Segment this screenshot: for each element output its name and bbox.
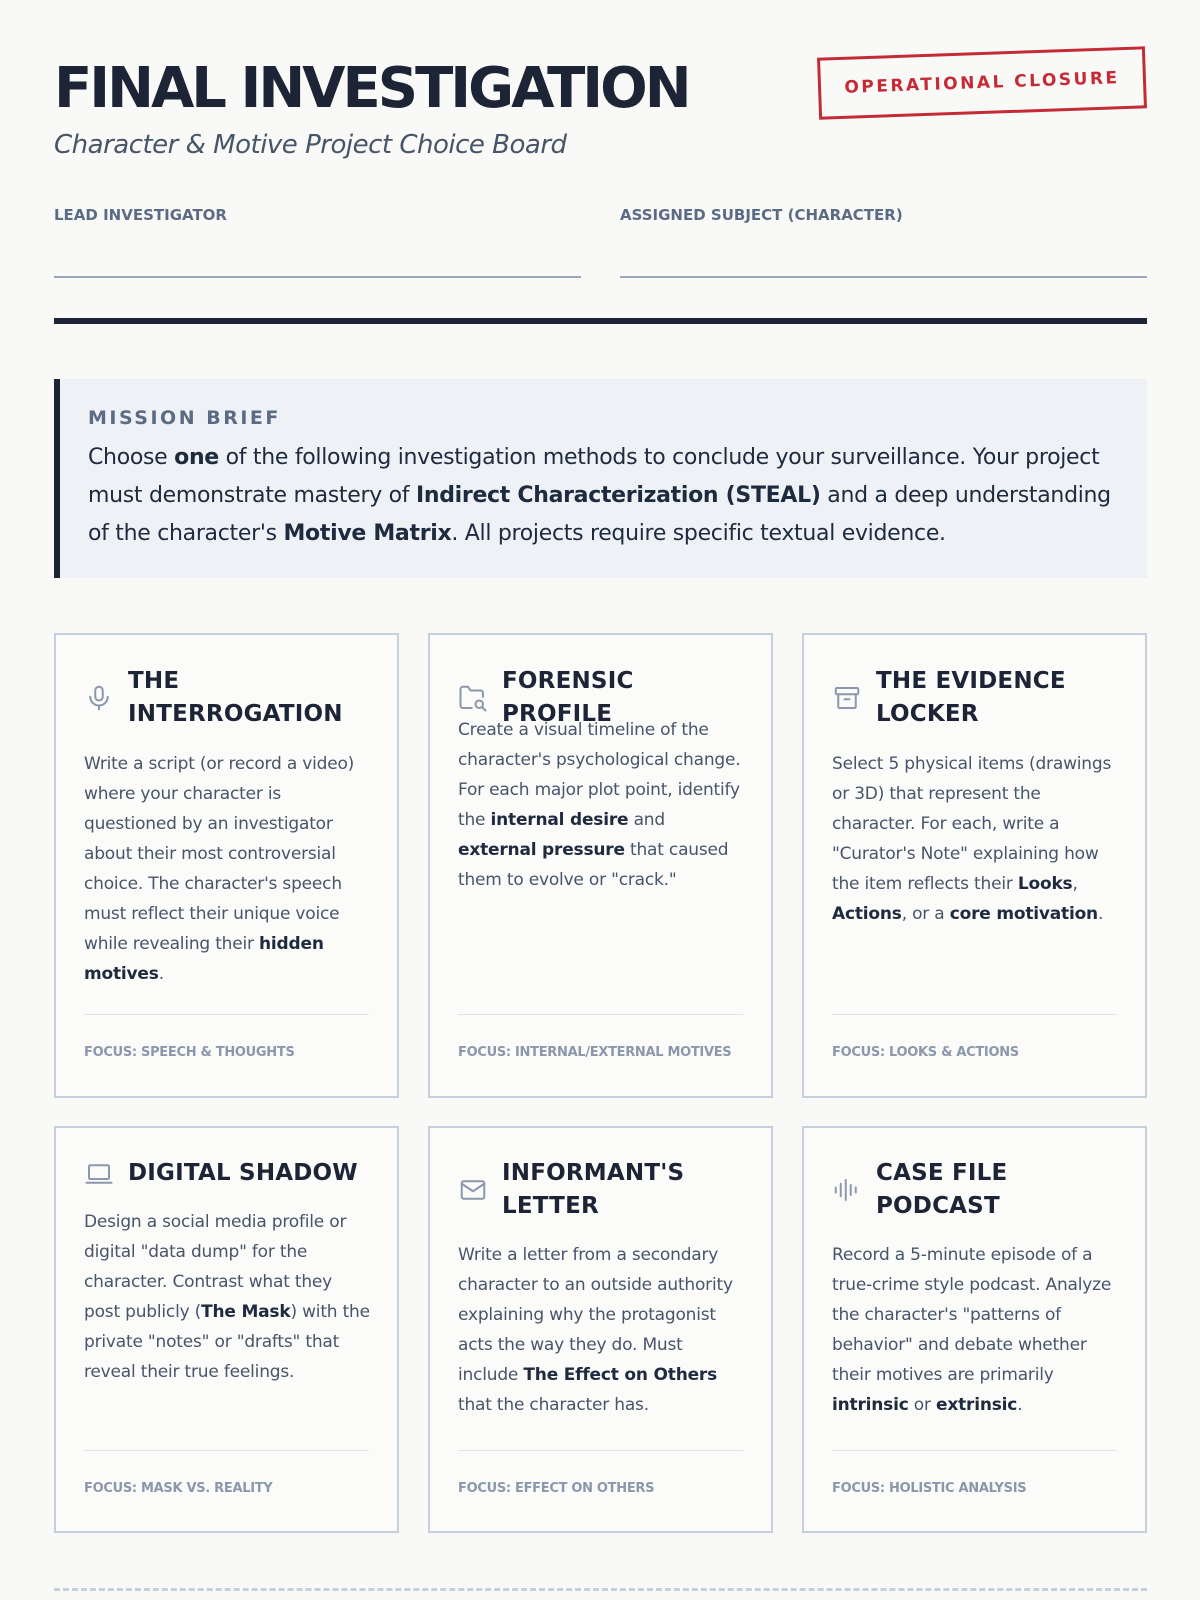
card-text: , <box>1072 874 1078 894</box>
card-text: . <box>1097 904 1104 924</box>
card-emphasis: The Effect on Others <box>523 1365 718 1385</box>
card-text: and <box>628 810 665 830</box>
folder-search-icon <box>458 683 488 713</box>
card-text: , or a <box>901 904 950 924</box>
brief-segment: . All projects require specific textual evidence. <box>451 521 946 546</box>
card-focus-tag: FOCUS: HOLISTIC ANALYSIS <box>832 1481 1027 1496</box>
card-text: or <box>908 1395 936 1415</box>
card-header <box>832 1157 1121 1223</box>
card-header <box>84 1157 373 1190</box>
card-emphasis: intrinsic <box>832 1395 909 1415</box>
card-case-file-podcast[interactable] <box>802 1126 1147 1533</box>
microphone-icon <box>84 683 114 713</box>
card-title: THE INTERROGATION <box>128 668 343 727</box>
brief-segment: and a deep understanding of the character's <box>88 483 1111 546</box>
brief-emphasis: Indirect Characterization (STEAL) <box>415 483 821 508</box>
mission-brief-text <box>88 439 1119 553</box>
card-divider <box>84 1450 369 1451</box>
card-divider <box>84 1014 369 1015</box>
card-title: CASE FILE PODCAST <box>876 1160 1008 1219</box>
card-header <box>84 665 373 731</box>
page-title: FINAL INVESTIGATION <box>54 56 689 121</box>
lead-investigator-line[interactable] <box>54 276 581 278</box>
card-description <box>84 1207 371 1387</box>
mission-brief-label: MISSION BRIEF <box>88 407 281 429</box>
card-title: FORENSIC PROFILE <box>502 668 634 727</box>
header <box>54 0 1147 320</box>
header-divider <box>54 318 1147 324</box>
card-digital-shadow[interactable] <box>54 1126 399 1533</box>
card-header <box>832 665 1121 731</box>
lead-investigator-label: LEAD INVESTIGATOR <box>54 206 227 224</box>
assigned-subject-field[interactable] <box>620 206 1147 278</box>
brief-segment: Choose <box>88 445 175 470</box>
card-description <box>458 715 745 895</box>
card-emphasis: internal desire <box>490 810 629 830</box>
card-emphasis: Actions <box>832 904 902 924</box>
brief-segment: of the following investigation methods to conclude your surveillance. Your project must demonstrate mastery of <box>88 445 1100 508</box>
assigned-subject-line[interactable] <box>620 276 1147 278</box>
card-the-interrogation[interactable] <box>54 633 399 1098</box>
stamp-text: OPERATIONAL CLOSURE <box>844 68 1120 98</box>
brief-emphasis: Motive Matrix <box>283 521 452 546</box>
card-emphasis: core motivation <box>949 904 1098 924</box>
card-emphasis: extrinsic <box>936 1395 1018 1415</box>
card-text: Create a visual timeline of the character's psychological change. For each major plot point, identify the <box>458 720 741 830</box>
card-emphasis: Looks <box>1017 874 1073 894</box>
card-description <box>458 1240 745 1420</box>
card-title: THE EVIDENCE LOCKER <box>876 668 1066 727</box>
page-subtitle: Character & Motive Project Choice Board <box>54 130 567 160</box>
audio-wave-icon <box>832 1175 862 1205</box>
card-emphasis: The Mask <box>201 1302 291 1322</box>
card-text: . <box>1017 1395 1023 1415</box>
card-the-evidence-locker[interactable] <box>802 633 1147 1098</box>
mission-brief <box>54 379 1147 578</box>
assigned-subject-label: ASSIGNED SUBJECT (CHARACTER) <box>620 206 903 224</box>
card-divider <box>832 1014 1117 1015</box>
card-focus-tag: FOCUS: LOOKS & ACTIONS <box>832 1045 1019 1060</box>
card-emphasis: hidden motives <box>84 934 324 984</box>
operational-closure-stamp <box>817 46 1147 119</box>
card-text: Write a letter from a secondary character to an outside authority explaining why the protagonist acts the way they do. Must include <box>458 1245 733 1385</box>
card-text: that caused them to evolve or "crack." <box>458 840 729 890</box>
card-focus-tag: FOCUS: MASK VS. REALITY <box>84 1481 273 1496</box>
archive-box-icon <box>832 683 862 713</box>
card-focus-tag: FOCUS: EFFECT ON OTHERS <box>458 1481 655 1496</box>
lead-investigator-field[interactable] <box>54 206 581 278</box>
choice-board-page <box>54 0 1147 1496</box>
laptop-icon <box>84 1159 114 1189</box>
card-text: Design a social media profile or digital "data dump" for the character. Contrast what they post publicly ( <box>84 1212 347 1322</box>
card-divider <box>832 1450 1117 1451</box>
card-header <box>458 1157 747 1223</box>
card-text: Record a 5-minute episode of a true-crime style podcast. Analyze the character's "patterns of behavior" and debate whether their motives are primarily <box>832 1245 1112 1385</box>
card-text: Write a script (or record a video) where your character is questioned by an investigator about their most controversial choice. The character's speech must reflect their unique voice while revealing their <box>84 754 355 954</box>
card-text: that the character has. <box>458 1395 649 1415</box>
card-emphasis: external pressure <box>458 840 625 860</box>
dashed-cut-line <box>54 1588 1147 1591</box>
card-text: ) with the private "notes" or "drafts" that reveal their true feelings. <box>84 1302 370 1382</box>
card-focus-tag: FOCUS: SPEECH & THOUGHTS <box>84 1045 295 1060</box>
card-description <box>84 749 371 989</box>
card-description <box>832 749 1119 929</box>
card-text: . <box>158 964 164 984</box>
brief-emphasis: one <box>174 445 219 470</box>
card-title: INFORMANT'S LETTER <box>502 1160 685 1219</box>
card-text: Select 5 physical items (drawings or 3D) that represent the character. For each, write a "Curator's Note" explaining how the item reflects their <box>832 754 1112 894</box>
card-focus-tag: FOCUS: INTERNAL/EXTERNAL MOTIVES <box>458 1045 732 1060</box>
card-description <box>832 1240 1119 1420</box>
envelope-icon <box>458 1175 488 1205</box>
card-divider <box>458 1014 743 1015</box>
card-title: DIGITAL SHADOW <box>128 1160 358 1186</box>
card-informants-letter[interactable] <box>428 1126 773 1533</box>
card-divider <box>458 1450 743 1451</box>
card-forensic-profile[interactable] <box>428 633 773 1098</box>
